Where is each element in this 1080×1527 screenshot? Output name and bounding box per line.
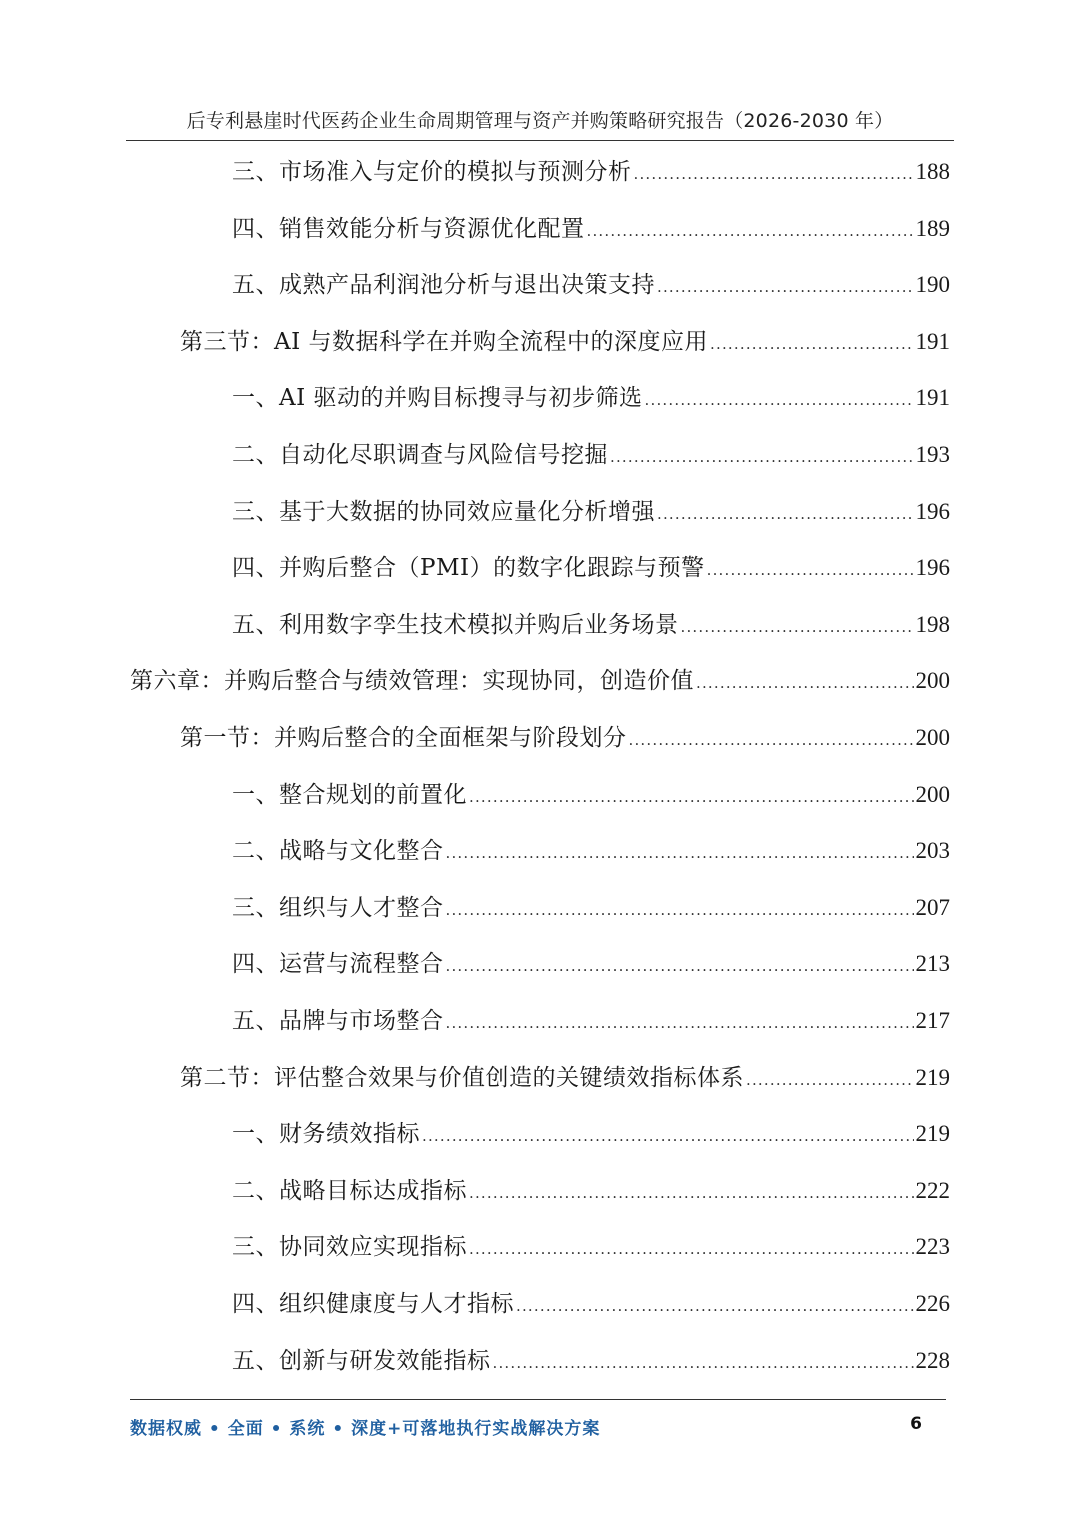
toc-entry-page: 198 xyxy=(915,612,950,637)
toc-entry-label: 五、创新与研发效能指标 xyxy=(232,1348,491,1374)
toc-entry[interactable] xyxy=(180,721,950,755)
toc-entry-label: 二、战略与文化整合 xyxy=(232,838,444,864)
toc-dot-leader xyxy=(634,157,914,191)
toc-entry[interactable] xyxy=(232,381,950,415)
toc-dot-leader xyxy=(681,610,914,644)
toc-entry[interactable] xyxy=(180,1061,950,1095)
toc-dot-leader xyxy=(469,1176,914,1210)
toc-dot-leader xyxy=(657,497,914,531)
toc-dot-leader xyxy=(469,780,914,814)
toc-entry-page: 228 xyxy=(915,1348,950,1373)
toc-entry-label: 三、市场准入与定价的模拟与预测分析 xyxy=(232,159,632,185)
toc-entry-page: 200 xyxy=(915,668,950,693)
toc-entry-label: 三、组织与人才整合 xyxy=(232,895,444,921)
toc-entry-page: 190 xyxy=(915,272,950,297)
toc-entry[interactable] xyxy=(232,1344,950,1378)
toc-entry[interactable] xyxy=(232,438,950,472)
toc-entry-label: 四、组织健康度与人才指标 xyxy=(232,1291,514,1317)
toc-entry[interactable] xyxy=(232,834,950,868)
toc-entry-label: 三、协同效应实现指标 xyxy=(232,1234,467,1260)
toc-entry[interactable] xyxy=(232,1230,950,1264)
toc-entry[interactable] xyxy=(130,664,950,698)
toc-entry-page: 219 xyxy=(915,1065,950,1090)
toc-dot-leader xyxy=(645,383,914,417)
toc-entry-page: 200 xyxy=(915,725,950,750)
toc-entry-page: 188 xyxy=(915,159,950,184)
toc-entry[interactable] xyxy=(232,891,950,925)
toc-entry-page: 193 xyxy=(915,442,950,467)
toc-entry-page: 226 xyxy=(915,1291,950,1316)
toc-dot-leader xyxy=(516,1289,914,1323)
toc-dot-leader xyxy=(587,214,914,248)
toc-dot-leader xyxy=(610,440,914,474)
toc-entry-label: 第三节：AI 与数据科学在并购全流程中的深度应用 xyxy=(180,329,709,355)
toc-entry-label: 三、基于大数据的协同效应量化分析增强 xyxy=(232,499,655,525)
toc-entry[interactable] xyxy=(232,1004,950,1038)
toc-dot-leader xyxy=(629,723,914,757)
footer-divider xyxy=(130,1399,946,1400)
toc-entry-page: 217 xyxy=(915,1008,950,1033)
toc-entry-page: 222 xyxy=(915,1178,950,1203)
toc-entry-label: 第一节：并购后整合的全面框架与阶段划分 xyxy=(180,725,627,751)
toc-entry-label: 一、整合规划的前置化 xyxy=(232,782,467,808)
toc-entry-label: 四、运营与流程整合 xyxy=(232,951,444,977)
toc-dot-leader xyxy=(446,949,914,983)
toc-entry[interactable] xyxy=(232,947,950,981)
toc-entry-label: 二、战略目标达成指标 xyxy=(232,1178,467,1204)
toc-entry-label: 第六章：并购后整合与绩效管理：实现协同，创造价值 xyxy=(130,668,694,694)
toc-entry[interactable] xyxy=(232,778,950,812)
toc-dot-leader xyxy=(493,1346,914,1380)
toc-dot-leader xyxy=(710,327,913,361)
toc-entry-page: 219 xyxy=(915,1121,950,1146)
toc-entry-page: 223 xyxy=(915,1234,950,1259)
toc-dot-leader xyxy=(446,893,914,927)
toc-entry-page: 207 xyxy=(915,895,950,920)
toc-entry-page: 196 xyxy=(915,555,950,580)
toc-entry[interactable] xyxy=(232,1117,950,1151)
toc-entry[interactable] xyxy=(232,1174,950,1208)
toc-entry-label: 四、并购后整合（PMI）的数字化跟踪与预警 xyxy=(232,555,705,581)
toc-entry-label: 一、财务绩效指标 xyxy=(232,1121,420,1147)
toc-dot-leader xyxy=(696,666,914,700)
toc-dot-leader xyxy=(446,1006,914,1040)
toc-entry-label: 第二节：评估整合效果与价值创造的关键绩效指标体系 xyxy=(180,1065,744,1091)
toc-entry-page: 189 xyxy=(915,216,950,241)
toc-entry[interactable] xyxy=(180,325,950,359)
page-number: 6 xyxy=(910,1414,922,1434)
toc-entry[interactable] xyxy=(232,268,950,302)
toc-entry[interactable] xyxy=(232,608,950,642)
toc-dot-leader xyxy=(469,1232,914,1266)
toc-entry[interactable] xyxy=(232,551,950,585)
toc-entry-label: 二、自动化尽职调查与风险信号挖掘 xyxy=(232,442,608,468)
toc-entry-label: 五、成熟产品利润池分析与退出决策支持 xyxy=(232,272,655,298)
toc-entry-page: 191 xyxy=(915,329,950,354)
toc-dot-leader xyxy=(422,1119,914,1153)
toc-dot-leader xyxy=(446,836,914,870)
toc-entry-page: 213 xyxy=(915,951,950,976)
toc-entry[interactable] xyxy=(232,212,950,246)
toc-dot-leader xyxy=(746,1063,914,1097)
toc-entry-label: 四、销售效能分析与资源优化配置 xyxy=(232,216,585,242)
toc-dot-leader xyxy=(707,553,914,587)
toc-entry-label: 五、利用数字孪生技术模拟并购后业务场景 xyxy=(232,612,679,638)
toc-entry-page: 191 xyxy=(915,385,950,410)
toc-entry[interactable] xyxy=(232,155,950,189)
toc-entry[interactable] xyxy=(232,1287,950,1321)
toc-entry-page: 196 xyxy=(915,499,950,524)
toc-dot-leader xyxy=(657,270,914,304)
toc-entry-page: 203 xyxy=(915,838,950,863)
toc-entry[interactable] xyxy=(232,495,950,529)
report-title: 后专利悬崖时代医药企业生命周期管理与资产并购策略研究报告（2026-2030 年） xyxy=(186,110,894,132)
toc-entry-label: 五、品牌与市场整合 xyxy=(232,1008,444,1034)
footer-slogan: 数据权威 • 全面 • 系统 • 深度+可落地执行实战解决方案 xyxy=(130,1419,601,1439)
toc-entry-page: 200 xyxy=(915,782,950,807)
toc-entry-label: 一、AI 驱动的并购目标搜寻与初步筛选 xyxy=(232,385,643,411)
